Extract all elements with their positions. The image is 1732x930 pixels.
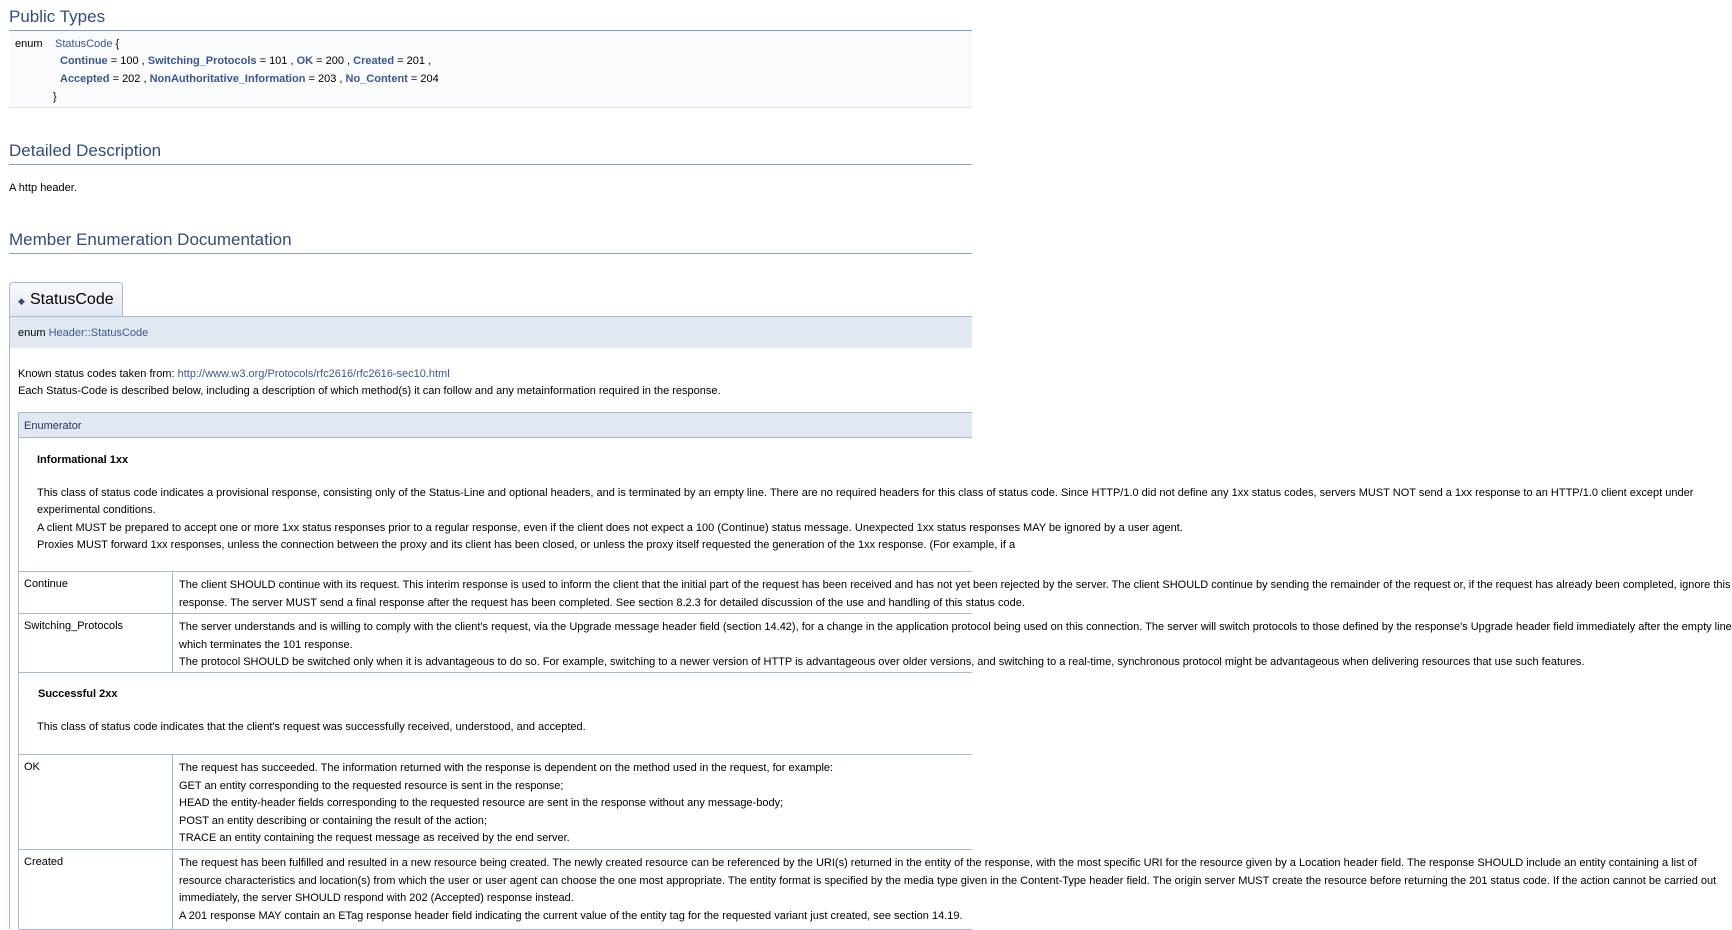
description-line: immediately, the server SHOULD respond with 202 (Accepted) response instead. xyxy=(179,892,574,904)
enum-value-text: = 100 , xyxy=(107,55,148,67)
enumerator-description xyxy=(179,619,1732,672)
enum-values-line-1 xyxy=(60,55,431,67)
group-successful xyxy=(19,672,972,756)
description-line: A 201 response MAY contain an ETag response header field indicating the current value of the entity tag for the requested variant just created, see section 14.19. xyxy=(179,909,963,922)
statuscode-member-tab xyxy=(9,282,123,316)
enum-value-text: = 204 xyxy=(407,73,439,85)
column-divider xyxy=(172,614,173,672)
group-text-line: This class of status code indicates a provisional response, consisting only of the Status-Line and optional headers, and is terminated by an empty line. There are no required headers for this class of status code. Since HTTP/1.0 did not define any 1xx status codes, servers MUST NOT send a 1xx response to an HTTP/1.0 client except under xyxy=(37,487,1694,499)
group-heading: Informational 1xx xyxy=(37,454,129,466)
enumerator-table-header xyxy=(19,413,972,438)
description-line: The protocol SHOULD be switched only when it is advantageous to do so. For example, switching to a newer version of HTTP is advantageous over older versions, and switching to a real-time, synchronous protocol might be advantageous when delivering resources that use such features. xyxy=(179,656,1585,668)
description-line: which terminates the 101 response. xyxy=(179,638,353,651)
prototype-name-link[interactable]: Header::StatusCode xyxy=(48,327,149,339)
group-informational xyxy=(19,438,1694,571)
enum-name-link[interactable]: StatusCode xyxy=(55,38,113,50)
enum-value-created[interactable]: Created xyxy=(353,55,395,67)
enum-value-text: = 200 , xyxy=(313,55,354,67)
column-divider xyxy=(172,850,173,929)
column-divider xyxy=(172,572,173,613)
table-row xyxy=(19,613,1732,672)
enumerator-name: Continue xyxy=(24,578,69,590)
description-line: HEAD the entity-header fields corresponding to the requested resource are sent in the response without any message-body; xyxy=(179,797,784,809)
group-text-line: A client MUST be prepared to accept one or more 1xx status responses prior to a regular response, even if the client does not expect a 100 (Continue) status message. Unexpected 1xx status responses MAY be ignored by a user agent. xyxy=(37,522,1183,534)
enumerator-name: Switching_Protocols xyxy=(24,620,124,632)
enumerator-table xyxy=(18,412,1732,929)
description-line: POST an entity describing or containing the result of the action; xyxy=(179,814,487,827)
public-types-heading: Public Types xyxy=(9,7,972,31)
enum-value-text: = 201 , xyxy=(394,55,432,67)
each-status-text: Each Status-Code is described below, including a description of which method(s) it can follow and any metainformation required in the response. xyxy=(18,385,721,397)
enum-value-no-content[interactable]: No_Content xyxy=(345,73,408,85)
table-row xyxy=(19,754,972,849)
member-title: StatusCode xyxy=(30,291,114,308)
enum-keyword: enum xyxy=(15,38,43,50)
enum-value-nonauthoritative-information[interactable]: NonAuthoritative_Information xyxy=(149,73,306,85)
known-status-line xyxy=(18,368,450,380)
rfc-link[interactable]: http://www.w3.org/Protocols/rfc2616/rfc2616-sec10.html xyxy=(177,368,450,380)
column-divider xyxy=(172,755,173,849)
group-text-line: This class of status code indicates that the client's request was successfully received, understood, and accepted. xyxy=(37,721,586,733)
enum-value-text: = 202 , xyxy=(109,73,150,85)
enumerator-description xyxy=(179,577,1731,612)
prototype-line xyxy=(18,327,148,339)
enum-value-text: = 203 , xyxy=(305,73,346,85)
detailed-description-heading: Detailed Description xyxy=(9,141,972,165)
diamond-icon: ◆ xyxy=(18,296,25,306)
description-line: The request has been fulfilled and resulted in a new resource being created. The newly created resource can be referenced by the URI(s) returned in the entity of the response, with the most specific URI for the resource given by a Location header field. The response SHOULD include an entity containing a list of xyxy=(179,857,1697,869)
member-enum-heading: Member Enumeration Documentation xyxy=(9,230,972,254)
enumerator-description xyxy=(179,760,979,848)
public-types-list xyxy=(9,31,972,108)
prototype-keyword: enum xyxy=(18,327,46,339)
enum-declaration-line xyxy=(15,38,43,50)
enum-close-brace: } xyxy=(53,91,57,103)
member-prototype xyxy=(9,316,972,348)
enum-value-switching-protocols[interactable]: Switching_Protocols xyxy=(147,55,257,67)
enum-name-line xyxy=(55,38,119,50)
group-text-line: experimental conditions. xyxy=(37,504,156,516)
group-text-line: Proxies MUST forward 1xx responses, unless the connection between the proxy and its client has been closed, or unless the proxy itself requested the generation of the 1xx response. (For example, if a xyxy=(37,539,1016,551)
enum-open-brace: { xyxy=(115,38,120,50)
table-row xyxy=(19,571,1731,613)
description-line: The client SHOULD continue with its request. This interim response is used to inform the client that the initial part of the request has been received and has not yet been rejected by the server. The client SHOULD continue by sending the remainder of the request or, if the request has already been completed, ignore this xyxy=(179,579,1731,591)
enumerator-header-label: Enumerator xyxy=(24,420,82,432)
enumerator-name: Created xyxy=(24,856,64,868)
known-status-prefix: Known status codes taken from: xyxy=(18,368,178,380)
description-line: The server understands and is willing to comply with the client's request, via the Upgrade message header field (section 14.42), for a change in the application protocol being used on this connection. The server will switch protocols to those defined by the response's Upgrade header field immediately after the empty line xyxy=(179,621,1732,633)
description-line: response. The server MUST send a final response after the request has been completed. See section 8.2.3 for detailed discussion of the use and handling of this status code. xyxy=(179,596,1025,609)
table-row xyxy=(19,849,1717,930)
group-heading: Successful 2xx xyxy=(38,688,118,700)
enumerator-name: OK xyxy=(24,761,40,773)
enum-values-line-2 xyxy=(60,73,439,85)
description-line: GET an entity corresponding to the requested resource is sent in the response; xyxy=(179,779,564,792)
description-line: The request has succeeded. The information returned with the response is dependent on the method used in the request, for example: xyxy=(179,762,834,774)
enumerator-description xyxy=(179,855,1717,925)
enum-value-continue[interactable]: Continue xyxy=(60,55,108,67)
detailed-description-text: A http header. xyxy=(9,182,77,194)
enum-value-text: = 101 , xyxy=(256,55,297,67)
description-line: TRACE an entity containing the request message as received by the end server. xyxy=(179,832,570,844)
enum-value-ok[interactable]: OK xyxy=(296,55,314,67)
enum-value-accepted[interactable]: Accepted xyxy=(60,73,110,85)
description-line: resource characteristics and location(s) from which the user or user agent can choose the one most appropriate. The entity format is specified by the media type given in the Content-Type header field. The origin server MUST create the resource before returning the 201 status code. If the action cannot be carried out xyxy=(179,874,1717,887)
